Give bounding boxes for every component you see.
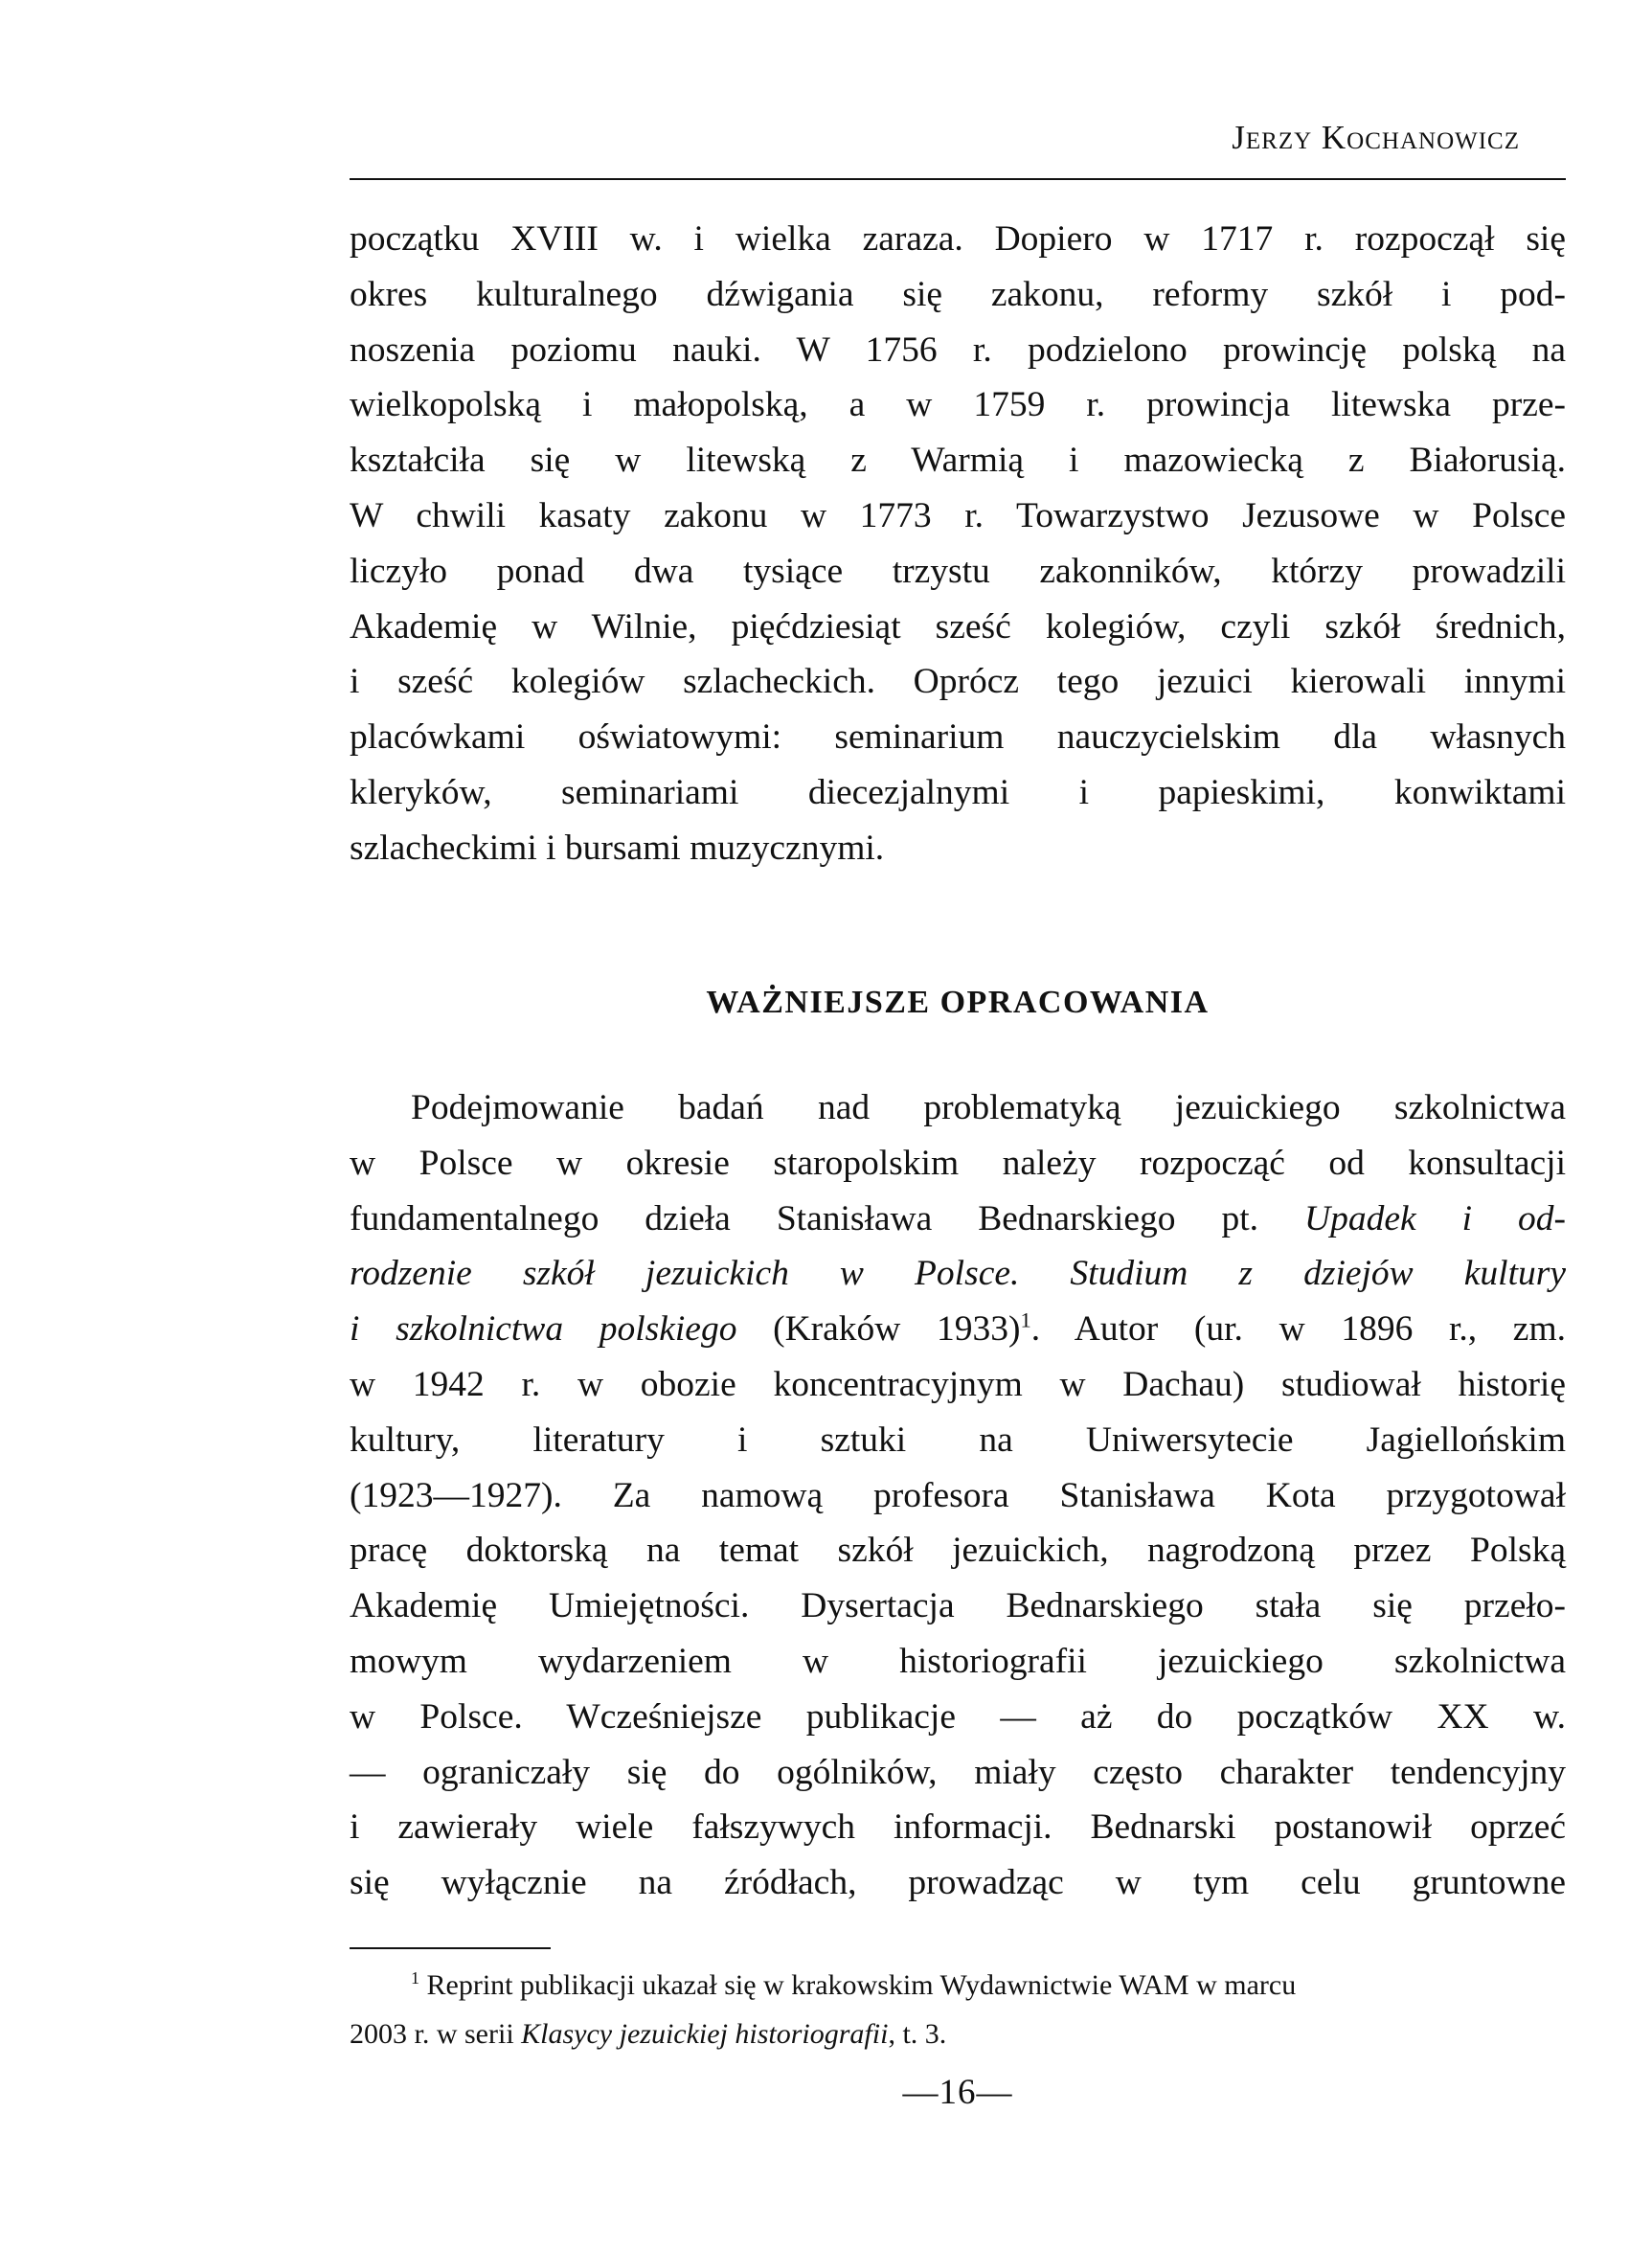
text-line: wielkopolską i małopolską, a w 1759 r. prowincja litewska prze- (350, 385, 1566, 425)
text-line: okres kulturalnego dźwigania się zakonu, reformy szkół i pod- (350, 274, 1566, 314)
footnote-rule (350, 1947, 551, 1949)
text-run: (Kraków 1933) (736, 1309, 1021, 1350)
text-line: w Polsce w okresie staropolskim należy rozpocząć od konsultacji (350, 1143, 1566, 1183)
text-line: — ograniczały się do ogólników, miały często charakter tendencyjny (350, 1752, 1566, 1792)
text-line (350, 1192, 1566, 1247)
footnote-reference[interactable]: 1 (1020, 1307, 1031, 1332)
paragraph-main (350, 1080, 1566, 1911)
text-line: mowym wydarzeniem w historiografii jezuickiego szkolnictwa (350, 1641, 1566, 1681)
header-rule (350, 178, 1566, 180)
text-line (350, 1246, 1566, 1302)
text-line (350, 1302, 1566, 1357)
text-line: się wyłącznie na źródłach, prowadząc w tym celu gruntowne (350, 1863, 1566, 1903)
page-number: —16— (902, 2073, 1013, 2112)
book-title-italic: rodzenie szkół jezuickich w Polsce. Studium z dziejów kultury (350, 1254, 1566, 1294)
text-line: (1923—1927). Za namową profesora Stanisława Kota przygotował (350, 1475, 1566, 1515)
text-run: . Autor (ur. w 1896 r., zm. (1030, 1309, 1566, 1350)
text-line: Akademię w Wilnie, pięćdziesiąt sześć kolegiów, czyli szkół średnich, (350, 606, 1566, 647)
text-line: pracę doktorską na temat szkół jezuickich, nagrodzoną przez Polską (350, 1531, 1566, 1571)
text-run: 2003 r. w serii (350, 2018, 522, 2050)
text-line: w 1942 r. w obozie koncentracyjnym w Dachau) studiował historię (350, 1364, 1566, 1404)
section-heading: WAŻNIEJSZE OPRACOWANIA (706, 985, 1210, 1020)
text-line: szlacheckimi i bursami muzycznymi. (350, 828, 885, 868)
text-line: i zawierały wiele fałszywych informacji. Bednarski postanowił oprzeć (350, 1807, 1566, 1848)
text-line: placówkami oświatowymi: seminarium nauczycielskim dla własnych (350, 717, 1566, 758)
text-line: liczyło ponad dwa tysiące trzystu zakonników, którzy prowadzili (350, 551, 1566, 591)
paragraph-continued (350, 212, 1566, 876)
text-line: początku XVIII w. i wielka zaraza. Dopiero w 1717 r. rozpoczął się (350, 219, 1566, 259)
text-run: fundamentalnego dzieła Stanisława Bednarskiego pt. (350, 1198, 1304, 1238)
document-page (350, 0, 1566, 2249)
series-title-italic: Klasycy jezuickiej historiografii (521, 2018, 889, 2050)
running-header: Jerzy Kochanowicz (1232, 119, 1520, 156)
footnote-line (350, 2010, 1566, 2058)
text-line: Podejmowanie badań nad problematyką jezuickiego szkolnictwa (411, 1088, 1566, 1127)
footnote-line (350, 1961, 1566, 2010)
text-line: w Polsce. Wcześniejsze publikacje — aż do początków XX w. (350, 1696, 1566, 1737)
text-line: noszenia poziomu nauki. W 1756 r. podzielono prowincję polską na (350, 329, 1566, 370)
text-run: Reprint publikacji ukazał się w krakowskim Wydawnictwie WAM w marcu (419, 1969, 1297, 2001)
book-title-italic: i szkolnictwa polskiego (350, 1309, 737, 1350)
text-line: kształciła się w litewską z Warmią i mazowiecką z Białorusią. (350, 441, 1566, 481)
text-line: kleryków, seminariami diecezjalnymi i papieskimi, konwiktami (350, 772, 1566, 812)
text-line: Akademię Umiejętności. Dysertacja Bednarskiego stała się przeło- (350, 1586, 1566, 1626)
text-run: , t. 3. (888, 2018, 947, 2050)
book-title-italic: Upadek i od- (1303, 1198, 1566, 1238)
footnote-marker: 1 (411, 1968, 419, 1988)
text-line: kultury, literatury i sztuki na Uniwersytecie Jagiellońskim (350, 1420, 1566, 1460)
text-line: i sześć kolegiów szlacheckich. Oprócz tego jezuici kierowali innymi (350, 662, 1566, 702)
text-line: W chwili kasaty zakonu w 1773 r. Towarzystwo Jezusowe w Polsce (350, 495, 1566, 535)
footnote (350, 1961, 1566, 2058)
